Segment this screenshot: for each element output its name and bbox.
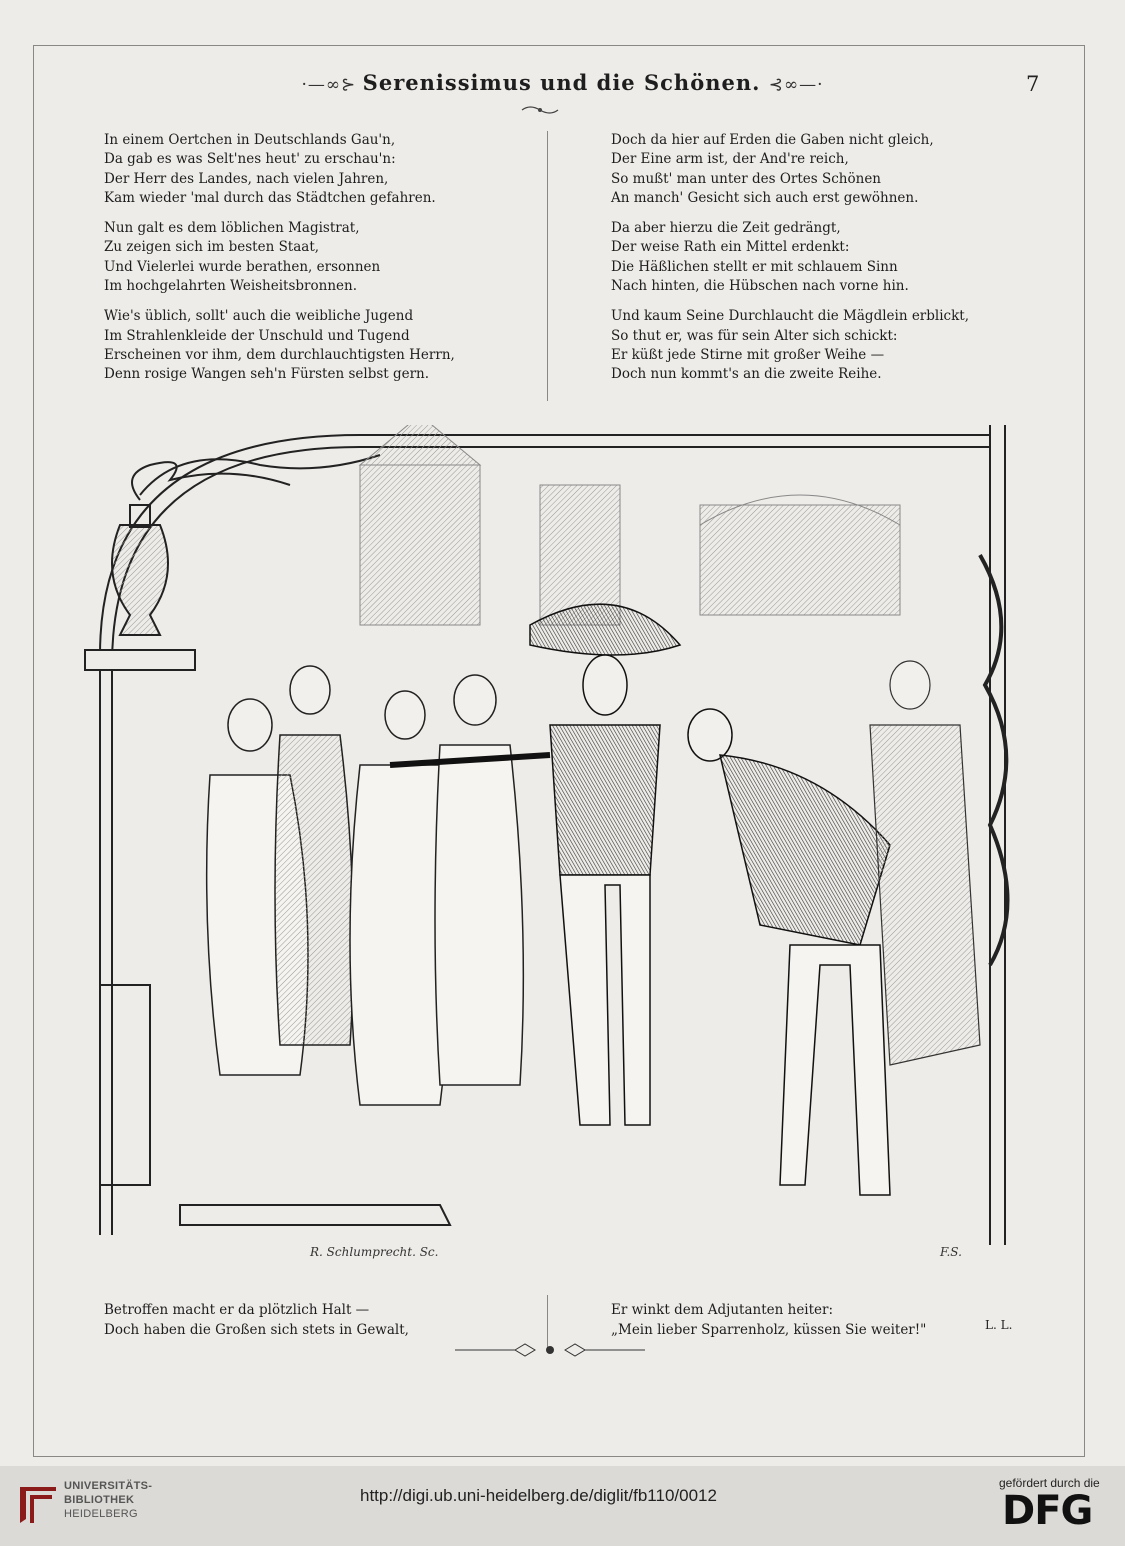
poem-line: Er küßt jede Stirne mit großer Weihe — [611, 346, 885, 363]
logo-text-line2: BIBLIOTHEK [64, 1494, 135, 1506]
poem-line: So mußt' man unter des Ortes Schönen [611, 170, 882, 187]
poem-stanza [104, 219, 544, 296]
poem-line: Der Herr des Landes, nach vielen Jahren, [104, 170, 389, 187]
poem-stanza [104, 307, 544, 384]
end-ornament [455, 1341, 645, 1359]
poem-stanza [611, 307, 1051, 384]
library-footer [0, 1466, 1125, 1546]
poem-line: Nach hinten, die Hübschen nach vorne hin. [611, 278, 909, 295]
poem-line: Im Strahlenkleide der Unschuld und Tugend [104, 327, 410, 344]
adjutant-figure [688, 709, 890, 1195]
poem-line: An manch' Gesicht sich auch erst gewöhnen. [611, 189, 919, 206]
poem-line: Und Vielerlei wurde berathen, ersonnen [104, 258, 381, 275]
document-url-link[interactable]: http://digi.ub.uni-heidelberg.de/diglit/fb110/0012 [360, 1486, 717, 1505]
page-number: 7 [1026, 72, 1040, 96]
poem-column-left [104, 131, 544, 396]
engraver-signature: R. Schlumprecht. Sc. [310, 1245, 439, 1259]
poem-line: In einem Oertchen in Deutschlands Gau'n, [104, 132, 396, 148]
poem-line: Doch nun kommt's an die zweite Reihe. [611, 366, 882, 383]
poem-closing-left [104, 1300, 409, 1340]
funding-note: gefördert durch die [999, 1476, 1100, 1490]
artist-monogram: F.S. [940, 1245, 962, 1259]
right-pole [980, 425, 1008, 1245]
page-title: Serenissimus und die Schönen. [362, 70, 761, 95]
poem-line: Denn rosige Wangen seh'n Fürsten selbst gern. [104, 366, 430, 383]
poem-line: „Mein lieber Sparrenholz, küssen Sie weiter!" [611, 1322, 927, 1338]
poem-line: Doch da hier auf Erden die Gaben nicht gleich, [611, 132, 934, 148]
column-divider [547, 131, 548, 401]
poem-line: Wie's üblich, sollt' auch die weibliche Jugend [104, 308, 414, 325]
background-soldier [870, 661, 980, 1065]
title-ornament-left: ·—∞⊱ [301, 75, 363, 95]
page-title-row [0, 70, 1125, 104]
poem-line: Doch haben die Großen sich stets in Gewalt, [104, 1322, 409, 1338]
dfg-logo: DFG [1002, 1488, 1093, 1534]
poem-line: Betroffen macht er da plötzlich Halt — [104, 1302, 370, 1318]
poem-closing-right [611, 1300, 926, 1340]
poem-stanza [611, 219, 1051, 296]
university-library-logo-icon [16, 1483, 60, 1527]
women-group [207, 666, 524, 1105]
poem-line: Zu zeigen sich im besten Staat, [104, 239, 320, 256]
author-initials: L. L. [985, 1318, 1013, 1332]
poem-line: Erscheinen vor ihm, dem durchlauchtigsten Herrn, [104, 346, 455, 363]
poem-line: So thut er, was für sein Alter sich schickt: [611, 327, 898, 344]
poem-line: Kam wieder 'mal durch das Städtchen gefahren. [104, 189, 436, 206]
poem-line: Der weise Rath ein Mittel erdenkt: [611, 239, 850, 256]
poem-line: Da gab es was Selt'nes heut' zu erschau'n: [104, 151, 396, 168]
title-ornament-right: ⊰∞—· [768, 75, 824, 95]
logo-text-line1: UNIVERSITÄTS- [64, 1480, 153, 1492]
poem-column-right [611, 131, 1051, 396]
logo-text-line3: HEIDELBERG [64, 1508, 138, 1520]
poem-line: Die Häßlichen stellt er mit schlauem Sinn [611, 258, 898, 275]
urn-decoration [112, 455, 380, 635]
title-sub-ornament [520, 103, 560, 117]
poem-line: Da aber hierzu die Zeit gedrängt, [611, 220, 841, 237]
poem-line: Und kaum Seine Durchlaucht die Mägdlein erblickt, [611, 308, 969, 325]
poem-line: Er winkt dem Adjutanten heiter: [611, 1302, 834, 1318]
engraving-illustration [60, 425, 1045, 1260]
poem-line: Im hochgelahrten Weisheitsbronnen. [104, 278, 357, 295]
poem-stanza [104, 131, 544, 208]
poem-line: Nun galt es dem löblichen Magistrat, [104, 220, 360, 237]
background-town [360, 425, 900, 625]
poem-line: Der Eine arm ist, der And're reich, [611, 151, 849, 168]
poem-stanza [611, 131, 1051, 208]
